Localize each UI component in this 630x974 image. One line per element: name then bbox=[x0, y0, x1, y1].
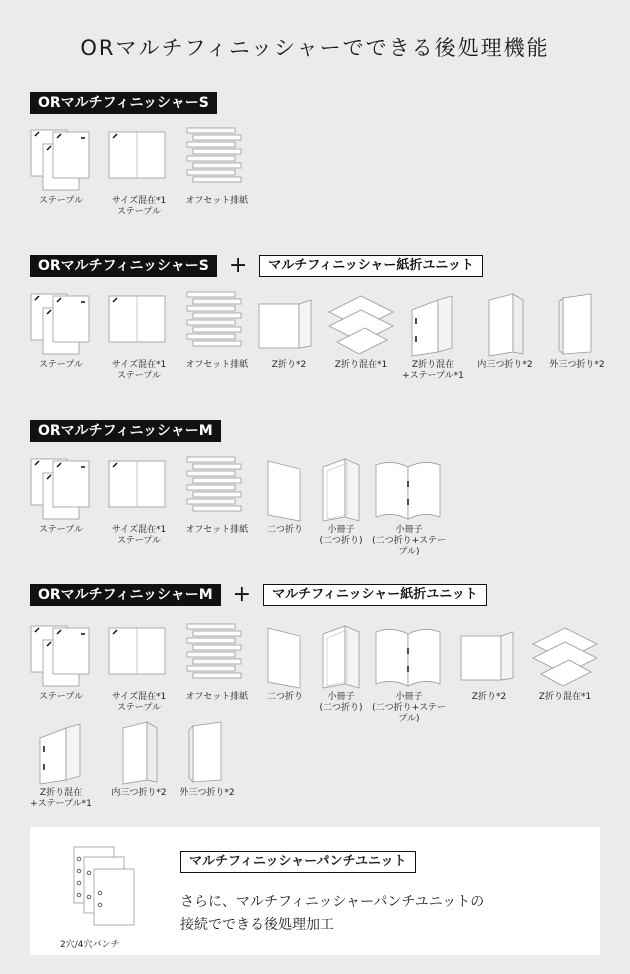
section-header-m-unit bbox=[30, 584, 487, 606]
mixed-staple-item bbox=[100, 290, 178, 382]
mixed-size-staple-icon bbox=[107, 622, 171, 690]
mixed-staple-item bbox=[100, 622, 178, 714]
page-title: ORマルチフィニッシャーでできる後処理機能 bbox=[80, 36, 550, 60]
item-label: Z折り混在 +ステープル*1 bbox=[30, 788, 92, 809]
staple-item bbox=[22, 455, 100, 536]
z-fold-mixed-icon bbox=[531, 622, 599, 690]
staple-icon bbox=[29, 455, 93, 523]
item-label: 小冊子 (二つ折り) bbox=[319, 525, 363, 546]
section-title: ORマルチフィニッシャーM bbox=[30, 420, 221, 442]
booklet-staple-item bbox=[370, 455, 448, 558]
z-fold-item bbox=[250, 290, 328, 371]
offset-output-icon bbox=[185, 290, 249, 358]
item-label: Z折り*2 bbox=[271, 360, 307, 370]
item-label: 内三つ折り*2 bbox=[111, 788, 167, 798]
inner-tri-fold-item bbox=[466, 290, 544, 371]
staple-item bbox=[22, 290, 100, 371]
item-label: Z折り混在 +ステープル*1 bbox=[402, 360, 464, 381]
z-fold-icon bbox=[459, 622, 519, 690]
item-label: サイズ混在*1 ステープル bbox=[111, 692, 167, 713]
item-label: オフセット排紙 bbox=[185, 360, 249, 370]
section-title: ORマルチフィニッシャーM bbox=[30, 584, 221, 606]
unit-label: マルチフィニッシャー紙折ユニット bbox=[259, 255, 483, 277]
offset-output-icon bbox=[185, 455, 249, 523]
staple-icon bbox=[29, 622, 93, 690]
item-label: 外三つ折り*2 bbox=[179, 788, 235, 798]
outer-tri-fold-item bbox=[168, 718, 246, 799]
z-fold-staple-item bbox=[22, 718, 100, 810]
staple-item bbox=[22, 126, 100, 207]
z-fold-mixed-item bbox=[322, 290, 400, 371]
unit-label: マルチフィニッシャー紙折ユニット bbox=[263, 584, 487, 606]
description-line: 接続でできる後処理加工 bbox=[180, 917, 334, 933]
z-fold-staple-icon bbox=[408, 290, 458, 358]
item-label: サイズ混在*1 ステープル bbox=[111, 360, 167, 381]
offset-item bbox=[178, 290, 256, 371]
item-label: サイズ混在*1 ステープル bbox=[111, 196, 167, 217]
mixed-size-staple-icon bbox=[107, 290, 171, 358]
mixed-size-staple-icon bbox=[107, 126, 171, 194]
staple-item bbox=[22, 622, 100, 703]
punch-unit-description bbox=[180, 891, 484, 937]
inner-tri-fold-item bbox=[100, 718, 178, 799]
item-label: Z折り混在*1 bbox=[538, 692, 592, 702]
outer-tri-fold-icon bbox=[187, 718, 227, 786]
mixed-size-staple-icon bbox=[107, 455, 171, 523]
item-label: Z折り*2 bbox=[471, 692, 507, 702]
item-label: ステープル bbox=[38, 525, 83, 535]
punch-holes-icon bbox=[70, 843, 140, 931]
inner-tri-fold-icon bbox=[117, 718, 161, 786]
mixed-staple-item bbox=[100, 126, 178, 218]
outer-tri-fold-icon bbox=[557, 290, 597, 358]
item-label: 内三つ折り*2 bbox=[477, 360, 533, 370]
item-label: ステープル bbox=[38, 196, 83, 206]
item-label: オフセット排紙 bbox=[185, 692, 249, 702]
section-header-m bbox=[30, 420, 221, 442]
booklet-item bbox=[302, 622, 380, 714]
half-fold-icon bbox=[264, 455, 306, 523]
item-label: 外三つ折り*2 bbox=[549, 360, 605, 370]
offset-item bbox=[178, 455, 256, 536]
section-title: ORマルチフィニッシャーS bbox=[30, 92, 217, 114]
plus-sign: + bbox=[232, 582, 252, 607]
z-fold-icon bbox=[257, 290, 321, 358]
booklet-icon bbox=[319, 622, 363, 690]
item-label: 小冊子 (二つ折り+ステープル) bbox=[372, 692, 446, 724]
section-title: ORマルチフィニッシャーS bbox=[30, 255, 217, 277]
z-fold-item bbox=[450, 622, 528, 703]
punch-caption: 2穴/4穴パンチ bbox=[60, 940, 120, 950]
punch-unit-panel bbox=[30, 827, 600, 955]
z-fold-staple-icon bbox=[36, 718, 86, 786]
mixed-staple-item bbox=[100, 455, 178, 547]
item-label: 小冊子 (二つ折り) bbox=[319, 692, 363, 713]
half-fold-icon bbox=[264, 622, 306, 690]
booklet-staple-item bbox=[370, 622, 448, 725]
punch-unit-title: マルチフィニッシャーパンチユニット bbox=[180, 851, 416, 873]
booklet-item bbox=[302, 455, 380, 547]
offset-output-icon bbox=[185, 622, 249, 690]
staple-icon bbox=[29, 290, 93, 358]
item-label: オフセット排紙 bbox=[185, 196, 249, 206]
z-fold-staple-item bbox=[394, 290, 472, 382]
outer-tri-fold-item bbox=[538, 290, 616, 371]
z-fold-mixed-icon bbox=[327, 290, 395, 358]
offset-output-icon bbox=[185, 126, 249, 194]
staple-icon bbox=[29, 126, 93, 194]
booklet-staple-icon bbox=[374, 455, 444, 523]
plus-sign: + bbox=[228, 253, 248, 278]
z-fold-mixed-item bbox=[526, 622, 604, 703]
section-header-s bbox=[30, 92, 217, 114]
item-label: オフセット排紙 bbox=[185, 525, 249, 535]
description-line: さらに、マルチフィニッシャーパンチユニットの bbox=[180, 894, 485, 910]
item-label: Z折り混在*1 bbox=[334, 360, 388, 370]
booklet-staple-icon bbox=[374, 622, 444, 690]
section-header-s-unit bbox=[30, 255, 483, 277]
item-label: ステープル bbox=[38, 692, 83, 702]
inner-tri-fold-icon bbox=[483, 290, 527, 358]
item-label: ステープル bbox=[38, 360, 83, 370]
offset-item bbox=[178, 622, 256, 703]
offset-item bbox=[178, 126, 256, 207]
booklet-icon bbox=[319, 455, 363, 523]
item-label: 小冊子 (二つ折り+ステープル) bbox=[372, 525, 446, 557]
item-label: サイズ混在*1 ステープル bbox=[111, 525, 167, 546]
item-label: 二つ折り bbox=[266, 525, 303, 535]
item-label: 二つ折り bbox=[266, 692, 303, 702]
